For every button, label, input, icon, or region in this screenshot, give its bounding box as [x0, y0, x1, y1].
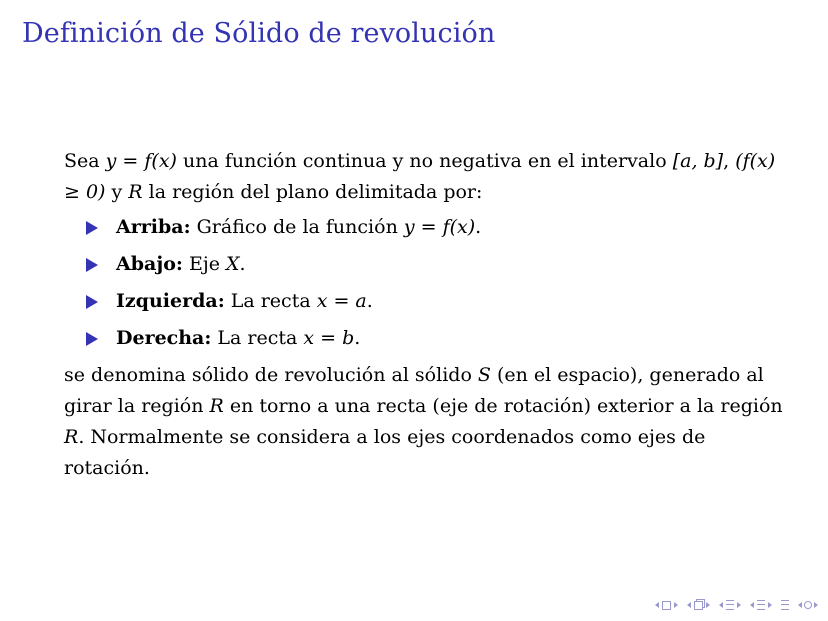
- intro-math: (f(x) ≥ 0): [64, 150, 776, 203]
- item-tail: .: [366, 290, 373, 312]
- intro-math: R: [128, 181, 143, 203]
- conclusion-math: R: [209, 395, 224, 417]
- item-text: Eje: [182, 253, 226, 275]
- back-icon[interactable]: [798, 602, 802, 608]
- outline-nav: [781, 600, 789, 610]
- frame-prev-icon[interactable]: [655, 602, 659, 608]
- slide-title: Definición de Sólido de revolución: [22, 18, 496, 49]
- subsection-lines-nav: [750, 600, 772, 610]
- list-item-arriba: [86, 212, 784, 243]
- frame-icon[interactable]: [662, 601, 671, 610]
- item-math: y = f(x): [403, 216, 476, 238]
- item-math: x = a: [316, 290, 367, 312]
- search-icon[interactable]: [804, 601, 812, 609]
- conclusion-text: en torno a una recta (eje de rotación) exterior a la región: [223, 395, 783, 417]
- list-item-derecha: [86, 323, 784, 354]
- section-prev-icon[interactable]: [719, 602, 723, 608]
- subsection-icon[interactable]: [694, 601, 703, 610]
- intro-text: y: [105, 181, 129, 203]
- intro-paragraph: [64, 146, 784, 208]
- intro-text: ,: [723, 150, 736, 172]
- item-text: La recta: [224, 290, 317, 312]
- frame-next-icon[interactable]: [674, 602, 678, 608]
- search-nav: [798, 601, 818, 609]
- intro-math: [a, b]: [672, 150, 724, 172]
- item-label: Izquierda:: [116, 290, 225, 312]
- item-math: x = b: [303, 327, 355, 349]
- subsection-next-icon[interactable]: [706, 602, 710, 608]
- conclusion-text: . Normalmente se considera a los ejes coordenados como ejes de rotación.: [64, 426, 706, 479]
- intro-text: Sea: [64, 150, 106, 172]
- conclusion-math: R: [64, 426, 79, 448]
- conclusion-text: se denomina sólido de revolución al sólido: [64, 364, 478, 386]
- item-label: Abajo:: [116, 253, 183, 275]
- section-icon[interactable]: [726, 600, 734, 610]
- conclusion-math: S: [477, 364, 491, 386]
- triangle-bullet-icon: [86, 332, 98, 346]
- section-nav: [719, 600, 741, 610]
- outline-icon[interactable]: [781, 600, 789, 610]
- list-item-izquierda: [86, 286, 784, 317]
- beamer-navigation-bar: [655, 597, 818, 613]
- subsection-lines-prev-icon[interactable]: [750, 602, 754, 608]
- intro-text: una función continua y no negativa en el intervalo: [176, 150, 673, 172]
- item-tail: .: [239, 253, 246, 275]
- conclusion-paragraph: [64, 360, 784, 484]
- intro-math: y = f(x): [105, 150, 177, 172]
- subsection-lines-next-icon[interactable]: [768, 602, 772, 608]
- subsection-nav: [687, 601, 710, 610]
- item-text: La recta: [211, 327, 304, 349]
- slide-content: [64, 146, 784, 484]
- item-tail: .: [354, 327, 361, 349]
- subsection-lines-icon[interactable]: [757, 600, 765, 610]
- intro-text: la región del plano delimitada por:: [142, 181, 483, 203]
- conclusion-text: (en el espacio), generado al girar la región: [64, 364, 764, 417]
- item-tail: .: [475, 216, 482, 238]
- item-math: X: [226, 253, 240, 275]
- triangle-bullet-icon: [86, 258, 98, 272]
- item-label: Derecha:: [116, 327, 212, 349]
- item-text: Gráfico de la función: [190, 216, 404, 238]
- list-item-abajo: [86, 249, 784, 280]
- boundary-list: [64, 212, 784, 354]
- triangle-bullet-icon: [86, 221, 98, 235]
- section-next-icon[interactable]: [737, 602, 741, 608]
- subsection-prev-icon[interactable]: [687, 602, 691, 608]
- item-label: Arriba:: [116, 216, 191, 238]
- frame-nav: [655, 601, 678, 610]
- triangle-bullet-icon: [86, 295, 98, 309]
- forward-icon[interactable]: [814, 602, 818, 608]
